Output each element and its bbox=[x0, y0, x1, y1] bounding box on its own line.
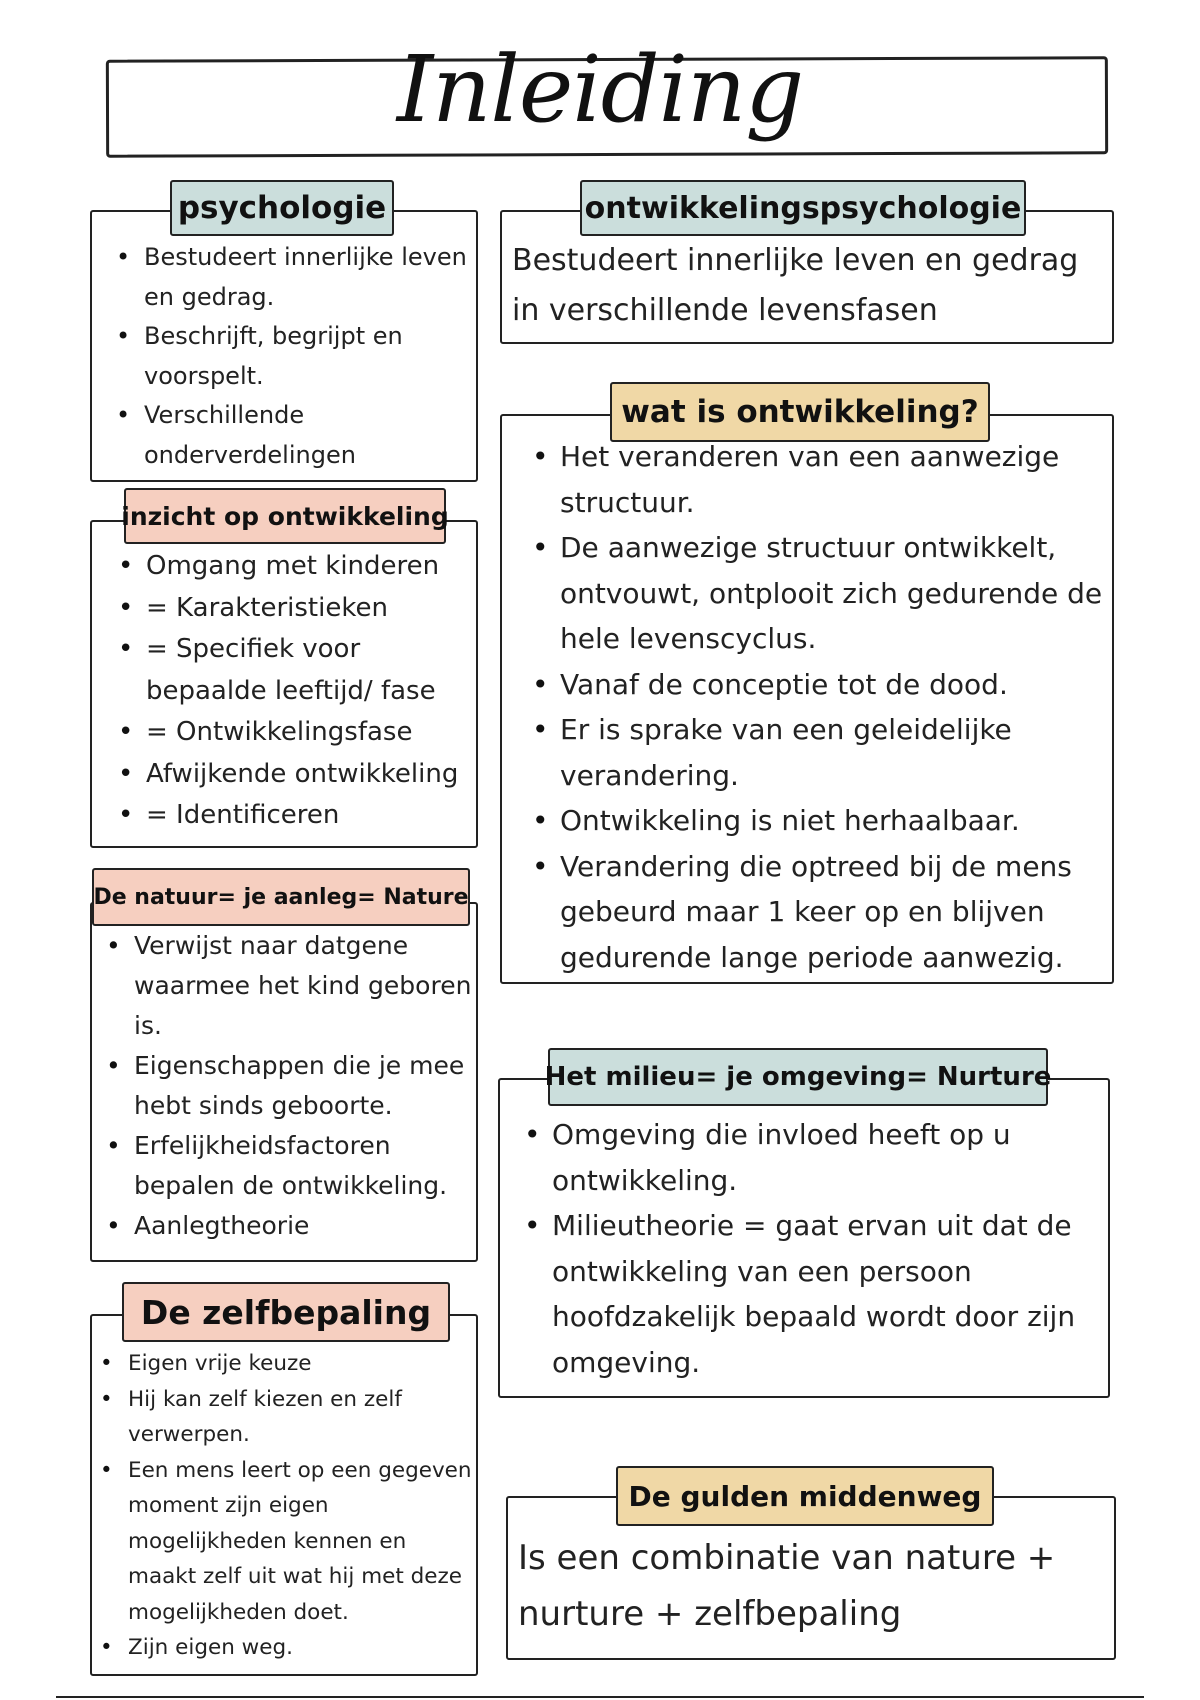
list-item: • Beschrijft, begrijpt en voorspelt. bbox=[144, 317, 472, 396]
list-item: • = Identificeren bbox=[146, 795, 472, 837]
nature-list bbox=[134, 926, 474, 1246]
list-item: • Er is sprake van een geleidelijke verandering. bbox=[560, 707, 1108, 798]
wat-is-list bbox=[560, 434, 1108, 980]
ontwikkelingspsychologie-heading: ontwikkelingspsychologie bbox=[580, 180, 1026, 236]
nurture-list bbox=[552, 1112, 1100, 1385]
page-title: Inleiding bbox=[396, 36, 804, 143]
list-item: • Ontwikkeling is niet herhaalbaar. bbox=[560, 798, 1108, 844]
list-item: • Omgang met kinderen bbox=[146, 546, 472, 588]
list-item: • = Specifiek voor bepaalde leeftijd/ fase bbox=[146, 629, 472, 712]
inzicht-list bbox=[146, 546, 472, 837]
psychologie-list bbox=[144, 238, 472, 475]
zelfbepaling-heading: De zelfbepaling bbox=[122, 1282, 450, 1342]
list-item: • Verandering die optreed bij de mens gebeurd maar 1 keer op en blijven gedurende lange periode aanwezig. bbox=[560, 844, 1108, 981]
list-item: • Zijn eigen weg. bbox=[128, 1630, 474, 1666]
inzicht-heading: inzicht op ontwikkeling bbox=[124, 488, 446, 544]
list-item: • = Ontwikkelingsfase bbox=[146, 712, 472, 754]
zelfbepaling-list bbox=[128, 1346, 474, 1666]
nature-heading: De natuur= je aanleg= Nature bbox=[92, 868, 470, 926]
wat-is-heading: wat is ontwikkeling? bbox=[610, 382, 990, 442]
list-item: • Vanaf de conceptie tot de dood. bbox=[560, 662, 1108, 708]
psychologie-heading: psychologie bbox=[170, 180, 394, 236]
ontwikkelingspsychologie-text: Bestudeert innerlijke leven en gedrag in verschillende levensfasen bbox=[512, 243, 1079, 328]
list-item: • Een mens leert op een gegeven moment zijn eigen mogelijkheden kennen en maakt zelf uit wat hij met deze mogelijkheden doet. bbox=[128, 1453, 474, 1631]
list-item: • Eigen vrije keuze bbox=[128, 1346, 474, 1382]
list-item: • Verschillende onderverdelingen bbox=[144, 396, 472, 475]
list-item: • Verwijst naar datgene waarmee het kind geboren is. bbox=[134, 926, 474, 1046]
list-item: • Erfelijkheidsfactoren bepalen de ontwikkeling. bbox=[134, 1126, 474, 1206]
middenweg-text: Is een combinatie van nature + nurture + zelfbepaling bbox=[518, 1538, 1056, 1634]
nurture-heading: Het milieu= je omgeving= Nurture bbox=[548, 1048, 1048, 1106]
list-item: • Omgeving die invloed heeft op u ontwikkeling. bbox=[552, 1112, 1100, 1203]
list-item: • Hij kan zelf kiezen en zelf verwerpen. bbox=[128, 1382, 474, 1453]
list-item: • = Karakteristieken bbox=[146, 588, 472, 630]
middenweg-heading: De gulden middenweg bbox=[616, 1466, 994, 1526]
list-item: • Milieutheorie = gaat ervan uit dat de ontwikkeling van een persoon hoofdzakelijk bepaald wordt door zijn omgeving. bbox=[552, 1203, 1100, 1385]
list-item: • De aanwezige structuur ontwikkelt, ontvouwt, ontplooit zich gedurende de hele levenscyclus. bbox=[560, 525, 1108, 662]
list-item: • Aanlegtheorie bbox=[134, 1206, 474, 1246]
list-item: • Het veranderen van een aanwezige structuur. bbox=[560, 434, 1108, 525]
list-item: • Afwijkende ontwikkeling bbox=[146, 754, 472, 796]
list-item: • Bestudeert innerlijke leven en gedrag. bbox=[144, 238, 472, 317]
bottom-divider bbox=[56, 1696, 1144, 1698]
list-item: • Eigenschappen die je mee hebt sinds geboorte. bbox=[134, 1046, 474, 1126]
